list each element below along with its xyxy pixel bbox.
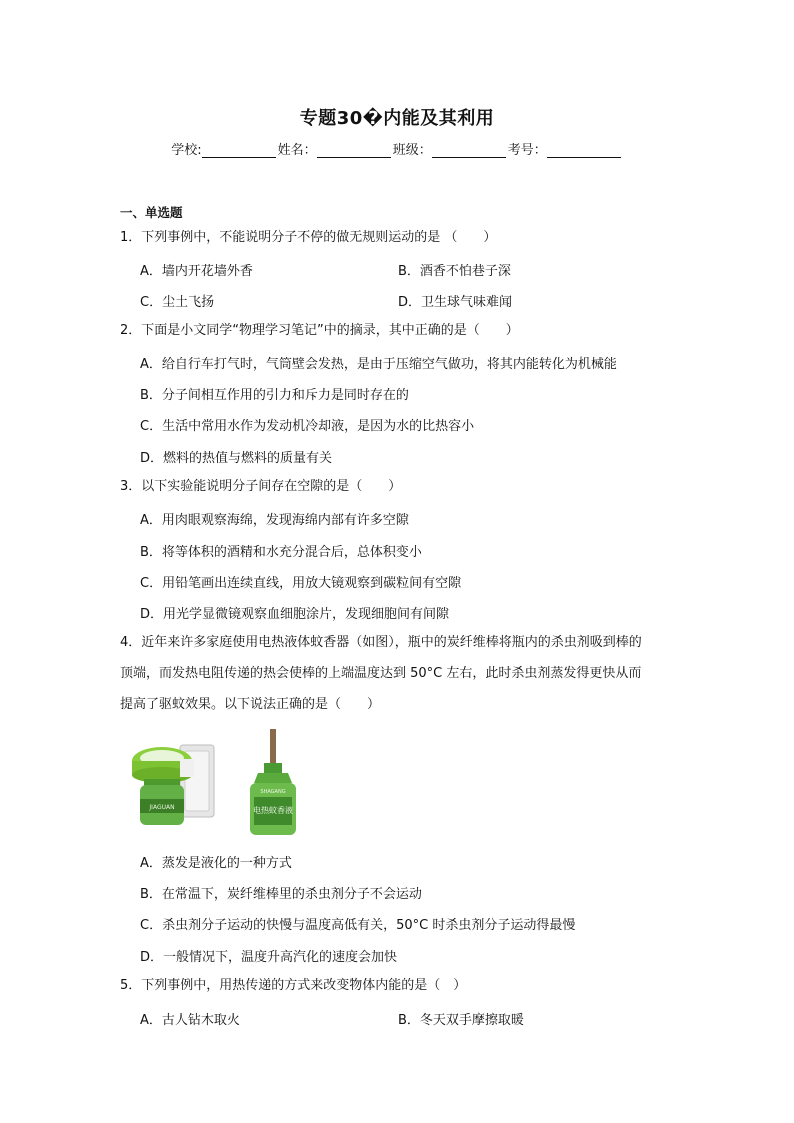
question-2-option-a: A．给自行车打气时，气筒壁会发热，是由于压缩空气做功，将其内能转化为机械能 xyxy=(140,357,617,372)
mosquito-repellent-illustration xyxy=(128,727,328,839)
number-blank[interactable] xyxy=(547,145,621,158)
question-5-option-a: A．古人钻木取火 xyxy=(140,1013,240,1028)
question-1-option-a: A．墙内开花墙外香 xyxy=(140,264,253,279)
question-2-option-d: D．燃料的热值与燃料的质量有关 xyxy=(140,451,333,466)
question-1-stem: 1．下列事例中，不能说明分子不停的做无规则运动的是 （ ） xyxy=(120,230,497,245)
student-info-line xyxy=(0,139,794,158)
school-label: 学校: xyxy=(171,143,202,158)
question-4-option-d: D．一般情况下，温度升高汽化的速度会加快 xyxy=(140,950,398,965)
question-2-stem: 2．下面是小文同学“物理学习笔记”中的摘录，其中正确的是（ ） xyxy=(120,323,519,338)
mosquito-repellent-figure xyxy=(128,727,328,839)
question-5-option-b: B．冬天双手摩擦取暖 xyxy=(398,1013,524,1028)
question-4-option-b: B．在常温下，炭纤维棒里的杀虫剂分子不会运动 xyxy=(140,887,422,902)
question-5-stem: 5．下列事例中，用热传递的方式来改变物体内能的是（ ） xyxy=(120,978,467,993)
question-3-stem: 3．以下实验能说明分子间存在空隙的是（ ） xyxy=(120,479,402,494)
question-1-option-d: D．卫生球气味难闻 xyxy=(398,295,513,310)
question-3-option-b: B．将等体积的酒精和水充分混合后，总体积变小 xyxy=(140,545,422,560)
question-4-stem-line-1: 4．近年来许多家庭使用电热液体蚊香器（如图），瓶中的炭纤维棒将瓶内的杀虫剂吸到棒的 xyxy=(120,635,642,650)
class-blank[interactable] xyxy=(432,145,506,158)
question-1-option-b: B．酒香不怕巷子深 xyxy=(398,264,511,279)
number-label: 考号： xyxy=(507,143,547,158)
question-1-option-c: C．尘土飞扬 xyxy=(140,295,215,310)
question-3-option-a: A．用肉眼观察海绵，发现海绵内部有许多空隙 xyxy=(140,513,409,528)
question-3-option-c: C．用铅笔画出连续直线，用放大镜观察到碳粒间有空隙 xyxy=(140,576,462,591)
class-label: 班级： xyxy=(392,143,432,158)
page-title: 专题30�内能及其利用 xyxy=(299,108,495,129)
left-bottle-label: JIAGUAN xyxy=(149,804,175,811)
question-2-option-b: B．分子间相互作用的引力和斥力是同时存在的 xyxy=(140,388,409,403)
name-blank[interactable] xyxy=(317,145,391,158)
right-bottle-brand: SHAGANG xyxy=(260,789,286,795)
section-heading: 一、单选题 xyxy=(120,205,183,220)
question-3-option-d: D．用光学显微镜观察血细胞涂片，发现细胞间有间隙 xyxy=(140,607,450,622)
question-4-stem-line-2: 顶端，而发热电阻传递的热会使棒的上端温度达到 50°C 左右，此时杀虫剂蒸发得更快从而 xyxy=(120,666,642,681)
question-4-stem-line-3: 提高了驱蚊效果。以下说法正确的是（ ） xyxy=(120,697,381,712)
question-2-option-c: C．生活中常用水作为发动机冷却液，是因为水的比热容小 xyxy=(140,419,475,434)
question-4-option-c: C．杀虫剂分子运动的快慢与温度高低有关，50°C 时杀虫剂分子运动得最慢 xyxy=(140,918,576,933)
school-blank[interactable] xyxy=(202,145,276,158)
name-label: 姓名： xyxy=(277,143,317,158)
question-4-option-a: A．蒸发是液化的一种方式 xyxy=(140,856,292,871)
right-bottle-label: 电热蚊香液 xyxy=(253,806,293,815)
